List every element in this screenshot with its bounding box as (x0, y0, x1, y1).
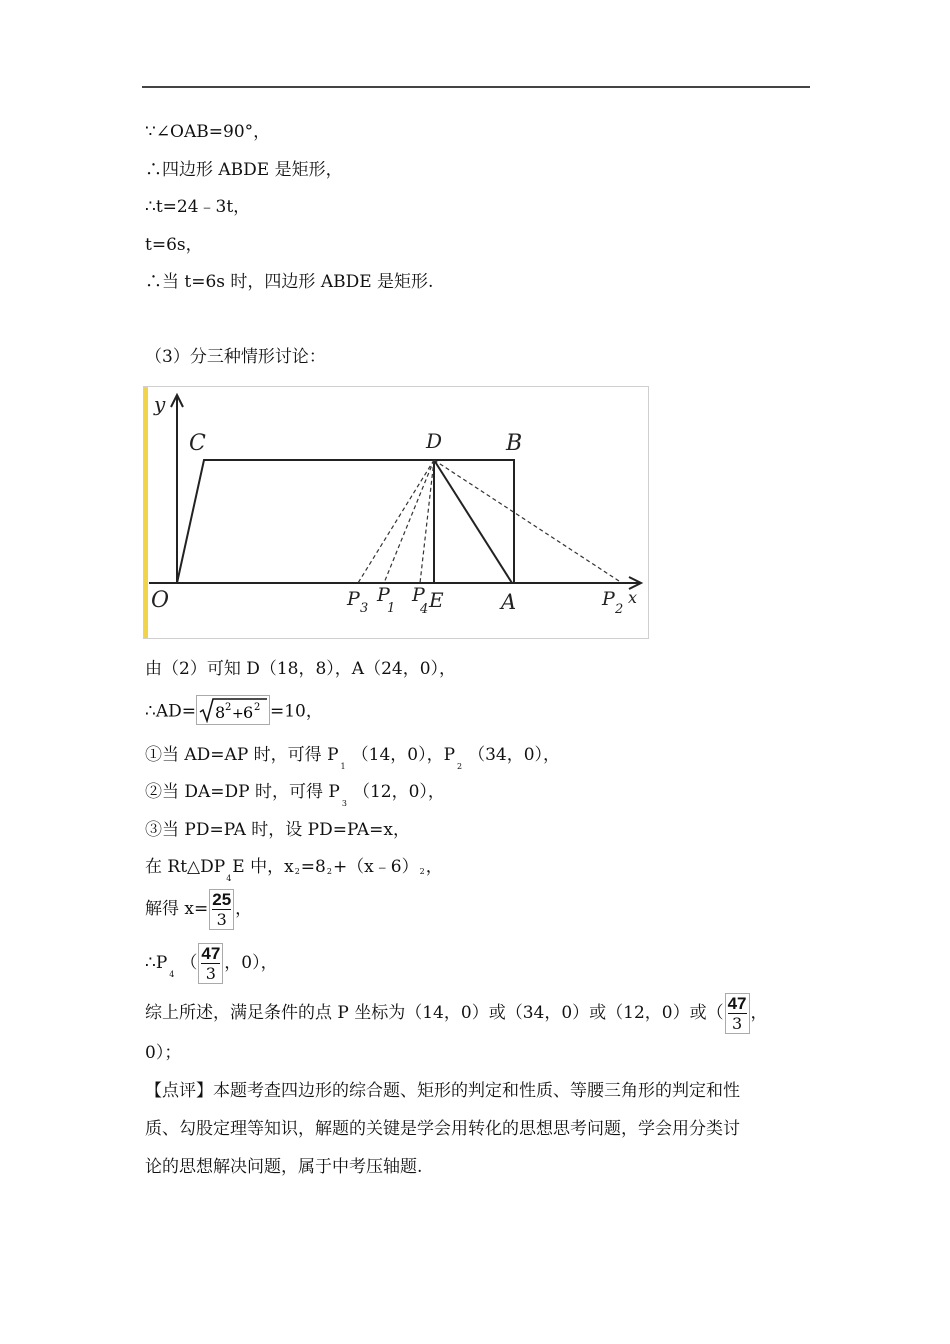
segment-DP1 (384, 460, 434, 583)
label-P3: P (347, 588, 360, 610)
label-E: E (429, 588, 444, 612)
known-points-line: 由（2）可知 D（18，8），A（24，0）， (145, 659, 457, 679)
label-y: y (154, 392, 166, 416)
label-P1-sub: 1 (387, 601, 396, 616)
sqrt-expression (196, 695, 270, 725)
summary-line: 综上所述，满足条件的点 P 坐标为（14，0）或（34，0）或（12，0）或（ $\frac{47}{3}$ ， (145, 994, 768, 1033)
text-line: ∴当 t=6s 时，四边形 ABDE 是矩形. (145, 272, 434, 292)
text-line: （3）分三种情形讨论： (145, 347, 326, 367)
comment-line: 质、勾股定理等知识，解题的关键是学会用转化的思想思考问题，学会用分类讨 (145, 1119, 740, 1139)
label-P4: P (412, 584, 425, 606)
sqrt-plus: + (231, 706, 244, 722)
label-P2: P (602, 588, 615, 610)
comment-line: 论的思想解决问题，属于中考压轴题. (145, 1157, 423, 1177)
text-line: ∵∠OAB=90°， (145, 122, 271, 142)
text-line: t=6s， (145, 235, 203, 255)
segment-DP2 (434, 460, 622, 583)
quadrilateral-OCBA (177, 460, 514, 583)
pythagoras-line: 在 $Rt\triangle DP_4E$ 中，x2=82+（x﹣6）2， (145, 857, 443, 883)
text-line: ∴四边形 ABDE 是矩形， (145, 160, 343, 180)
solve-x-line: 解得 x= $\frac{25}{3}$ ， (145, 890, 253, 929)
label-P2-sub: 2 (615, 602, 624, 617)
label-D: D (426, 429, 443, 453)
label-C: C (189, 431, 206, 456)
label-x: x (628, 588, 638, 607)
sqrt-base-2: 6 (242, 703, 254, 722)
sqrt-exp-1: 2 (224, 702, 232, 713)
figure-drawing (144, 387, 648, 638)
case-1-line: ①当 AD=AP 时，可得 $P_1(14$，0），$P_2(34$，0）， (145, 745, 561, 771)
ad-length-line: ∴AD= 8 2 + 6 2 =10， (145, 697, 323, 727)
fraction-25-3: $\frac{25}{3}$ (209, 889, 234, 930)
header-rule (142, 86, 810, 88)
sqrt-exp-2: 2 (253, 702, 261, 713)
segment-DA (434, 460, 512, 583)
summary-line-continued: 0）； (145, 1043, 182, 1063)
case-3-line: ③当 PD=PA 时，设 PD=PA=x， (145, 820, 410, 840)
p4-line: $\therefore P_4$（ $\frac{47}{3}$ ，0）， (145, 944, 278, 983)
text-line: ∴t=24﹣3t， (145, 197, 251, 217)
case-2-line: ②当 DA=DP 时，可得 $P_3(12$，0）， (145, 782, 445, 808)
fraction-47-3: $\frac{47}{3}$ (198, 943, 223, 984)
label-P1: P (377, 584, 390, 606)
sqrt-base-1: 8 (214, 703, 226, 722)
label-P3-sub: 3 (360, 601, 369, 616)
comment-line: 【点评】本题考查四边形的综合题、矩形的判定和性质、等腰三角形的判定和性 (145, 1081, 740, 1101)
sqrt-drawing (199, 697, 267, 723)
fraction-47-3: $\frac{47}{3}$ (725, 993, 750, 1034)
label-O: O (151, 588, 170, 613)
label-B: B (506, 431, 523, 456)
label-A: A (501, 590, 517, 614)
label-P4-sub: 4 (420, 602, 429, 617)
geometry-figure (143, 386, 649, 639)
